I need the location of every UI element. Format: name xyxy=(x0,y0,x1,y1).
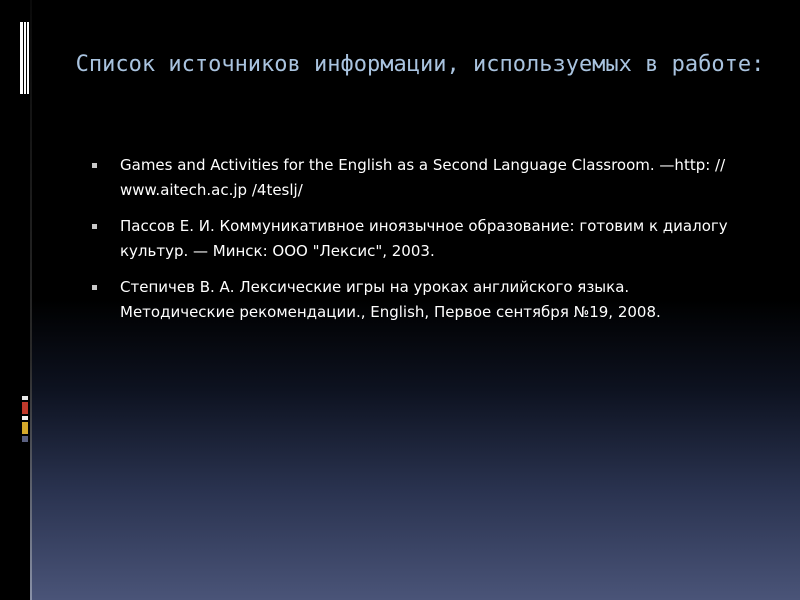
bullet-icon xyxy=(92,224,97,229)
reference-text: Пассов Е. И. Коммуникативное иноязычное образование: готовим к диалогу культур. — Минск: ООО "Лексис", 2003. xyxy=(120,217,728,260)
stripes-decoration xyxy=(20,22,32,94)
color-bars-decoration xyxy=(22,396,30,444)
reference-item xyxy=(92,153,742,203)
bullet-icon xyxy=(92,163,97,168)
reference-text: Games and Activities for the English as a Second Language Classroom. —http: // www.aitech.ac.jp /4teslj/ xyxy=(120,156,726,199)
reference-item xyxy=(92,275,742,325)
slide-title: Список источников информации, используемых в работе: xyxy=(75,52,765,77)
reference-text: Степичев В. А. Лексические игры на уроках английского языка. Методические рекомендации., English, Первое сентября №19, 2008. xyxy=(120,278,661,321)
left-decorative-strip xyxy=(0,0,32,600)
reference-list xyxy=(92,153,742,336)
bullet-icon xyxy=(92,285,97,290)
reference-item xyxy=(92,214,742,264)
